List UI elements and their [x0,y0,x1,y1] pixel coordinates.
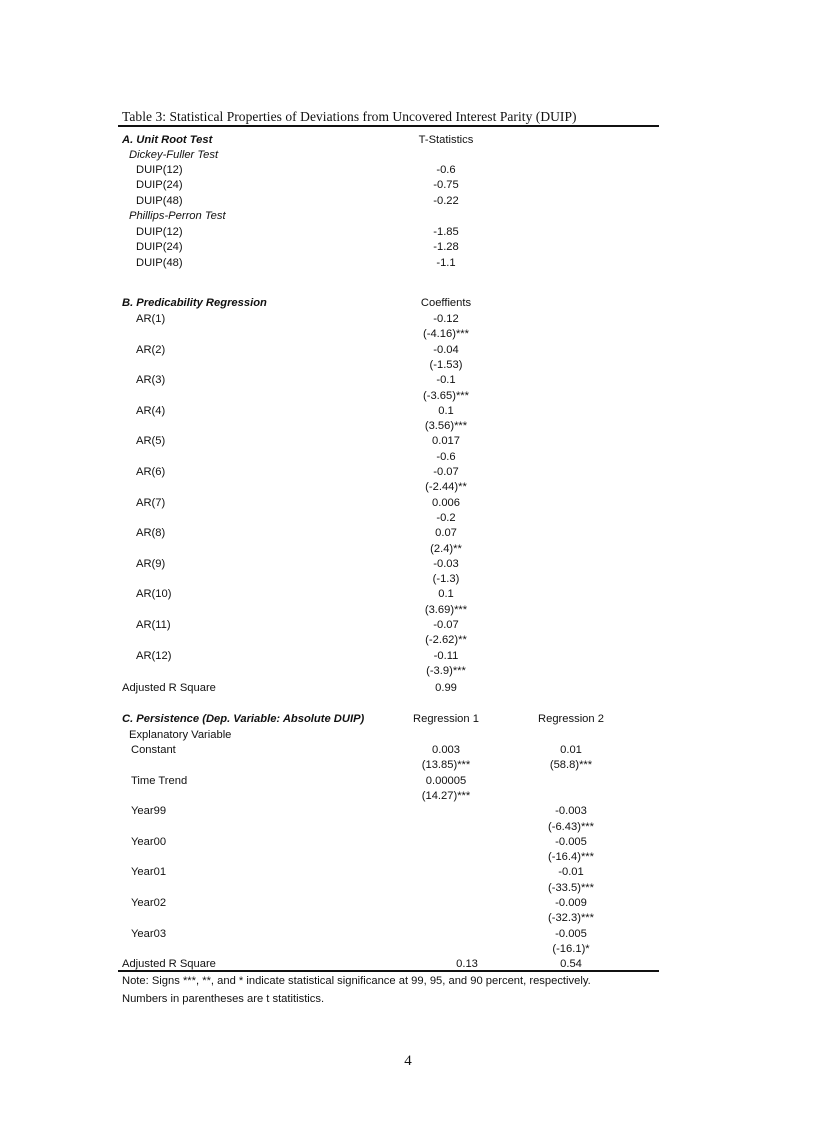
ar-row-label: AR(10) [136,588,172,601]
ar-row-label: AR(11) [136,619,171,631]
ar-row-coef: 0.1 [438,588,454,601]
section-b-adj-label: Adjusted R Square [122,682,216,694]
persistence-row-label: Year03 [131,927,167,940]
ar-row-tstat: -0.2 [436,511,456,524]
ar-row-coef: -0.1 [436,374,456,387]
pp-row-label: DUIP(12) [136,226,183,238]
ar-row-coef: 0.1 [438,404,454,417]
regression-1-tstat: (14.27)*** [421,789,471,802]
ar-row-coef: -0.07 [433,619,459,631]
ar-row-tstat: (-2.44)** [425,481,467,494]
pp-row-label: DUIP(24) [136,241,183,254]
section-b-adj-value: 0.99 [435,682,457,694]
page-number: 4 [404,1053,412,1069]
persistence-row-label: Year99 [131,805,167,818]
df-row-label: DUIP(48) [136,194,183,207]
df-row-label: DUIP(12) [136,164,183,176]
ar-row-label: AR(9) [136,557,166,570]
ar-row-coef: -0.12 [433,313,459,325]
table-note: Note: Signs ***, **, and * indicate statistical significance at 99, 95, and 90 percent, respectively. [122,975,591,987]
persistence-row-label: Constant [131,744,176,756]
regression-2-tstat: (-6.43)*** [547,820,595,833]
ar-row-coef: 0.07 [435,527,457,540]
regression-2-coef: -0.005 [555,835,587,848]
ar-row-tstat: (2.4)** [430,542,462,555]
section-c-adj-label: Adjusted R Square [122,958,216,970]
df-row-value: -0.6 [436,164,456,176]
regression-2-coef: -0.005 [555,927,587,940]
section-a-header: T-Statistics [418,134,474,146]
persistence-row-label: Time Trend [131,774,188,787]
regression-2-tstat: (-16.1)* [552,942,590,955]
section-b-header: Coeffients [420,297,472,309]
regression-2-coef: 0.01 [560,744,582,756]
regression-2-tstat: (58.8)*** [549,759,593,772]
ar-row-label: AR(1) [136,313,166,325]
ar-row-tstat: (-2.62)** [425,634,467,647]
table-bottom-rule [118,970,659,972]
ar-row-tstat: (3.69)*** [424,603,468,616]
regression-1-coef: 0.00005 [425,774,467,787]
ar-row-coef: 0.017 [432,435,460,448]
ar-row-label: AR(5) [136,435,166,448]
regression-2-coef: -0.003 [555,805,587,818]
regression-1-tstat: (13.85)*** [421,759,471,772]
dickey-fuller-label: Dickey-Fuller Test [129,149,219,161]
ar-row-label: AR(3) [136,374,166,387]
ar-row-label: AR(12) [136,649,172,662]
pp-row-label: DUIP(48) [136,256,183,269]
explanatory-variable-label: Explanatory Variable [129,729,232,741]
ar-row-coef: -0.04 [433,343,459,356]
pp-row-value: -1.85 [433,226,459,238]
regression-2-tstat: (-32.3)*** [547,912,595,925]
table-top-rule [118,125,659,127]
section-c-title: C. Persistence (Dep. Variable: Absolute DUIP) [122,713,365,725]
section-a-title: A. Unit Root Test [122,134,213,146]
ar-row-label: AR(6) [136,466,166,478]
section-c-adj-r2: 0.54 [560,958,582,970]
ar-row-tstat: (-3.65)*** [422,389,470,402]
ar-row-tstat: (3.56)*** [424,420,468,433]
ar-row-label: AR(8) [136,527,166,540]
ar-row-tstat: (-1.53) [429,358,463,371]
regression-2-tstat: (-16.4)*** [547,851,595,864]
ar-row-coef: -0.03 [433,557,459,570]
regression-1-header: Regression 1 [413,713,479,725]
persistence-row-label: Year01 [131,866,167,879]
pp-row-value: -1.1 [436,256,456,269]
section-b-title: B. Predicability Regression [122,297,267,309]
persistence-row-label: Year00 [131,835,167,848]
ar-row-coef: -0.07 [433,466,459,478]
regression-2-tstat: (-33.5)*** [547,881,595,894]
ar-row-tstat: -0.6 [436,450,456,463]
persistence-row-label: Year02 [131,897,167,909]
df-row-value: -0.22 [433,194,459,207]
regression-2-header: Regression 2 [538,713,604,725]
section-c-adj-r1: 0.13 [456,958,478,970]
ar-row-tstat: (-1.3) [432,573,460,586]
pp-row-value: -1.28 [433,241,459,254]
ar-row-tstat: (-3.9)*** [426,664,466,677]
table-note-parentheses: Numbers in parentheses are t statitistics. [122,993,325,1005]
ar-row-tstat: (-4.16)*** [422,328,470,341]
regression-1-coef: 0.003 [432,744,460,756]
df-row-label: DUIP(24) [136,179,183,192]
ar-row-coef: 0.006 [432,496,460,509]
ar-row-label: AR(4) [136,404,166,417]
regression-2-coef: -0.01 [558,866,584,879]
phillips-perron-label: Phillips-Perron Test [129,210,226,222]
ar-row-label: AR(2) [136,343,166,356]
regression-2-coef: -0.009 [555,897,587,909]
table-caption: Table 3: Statistical Properties of Deviations from Uncovered Interest Parity (DUIP) [122,109,577,124]
ar-row-coef: -0.11 [433,649,459,662]
df-row-value: -0.75 [433,179,459,192]
ar-row-label: AR(7) [136,496,166,509]
